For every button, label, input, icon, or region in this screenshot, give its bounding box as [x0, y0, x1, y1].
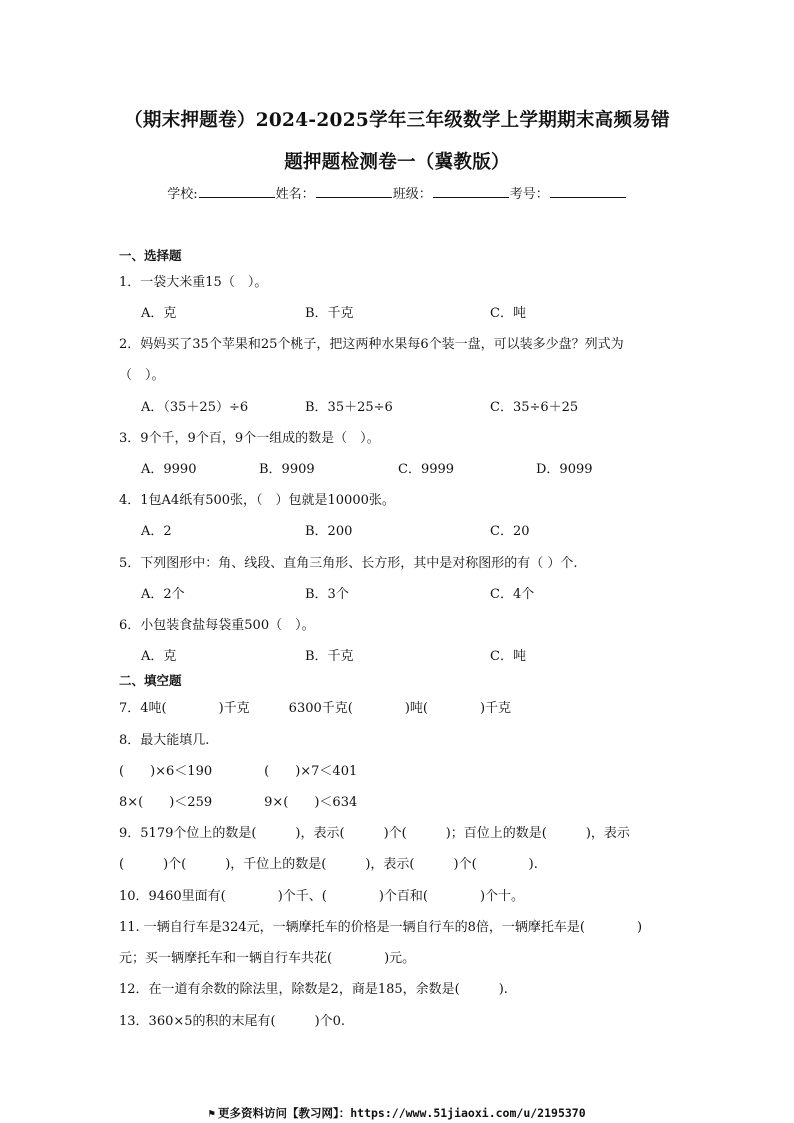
student-info-row	[0, 183, 794, 202]
question-2: 2．妈妈买了35个苹果和25个桃子，把这两种水果每6个装一盘，可以装多少盘？列式为	[119, 337, 624, 352]
q6-option-b: B．千克	[305, 649, 354, 664]
q4-option-a: A．2	[141, 524, 172, 539]
question-5: 5．下列图形中：角、线段、直角三角形、长方形，其中是对称图形的有（ ）个.	[119, 556, 578, 571]
q4-option-b: B．200	[305, 524, 353, 539]
q1-option-b: B．千克	[305, 306, 354, 321]
section-heading-choice: 一、选择题	[119, 248, 182, 263]
q5-option-b: B．3个	[305, 587, 349, 602]
question-11-continued: 元；买一辆摩托车和一辆自行车共花( )元。	[119, 951, 416, 966]
question-6: 6．小包装食盐每袋重500（ ）。	[119, 618, 315, 633]
school-label: 学校:	[167, 187, 198, 202]
q5-option-a: A．2个	[141, 587, 185, 602]
q2-option-a: A．（35＋25）÷6	[141, 400, 249, 415]
question-12: 12．在一道有余数的除法里，除数是2，商是185，余数是( ).	[119, 982, 508, 997]
question-3: 3．9个千，9个百，9个一组成的数是（ ）。	[119, 431, 380, 446]
question-4: 4．1包A4纸有500张，（ ）包就是10000张。	[119, 493, 395, 508]
q1-option-c: C．吨	[490, 306, 526, 321]
q6-option-a: A．克	[141, 649, 177, 664]
q5-option-c: C．4个	[490, 587, 535, 602]
question-11: 11. 一辆自行车是324元，一辆摩托车的价格是一辆自行车的8倍，一辆摩托车是( )	[119, 920, 643, 935]
class-blank[interactable]	[433, 186, 509, 198]
exam-title-line-2: 题押题检测卷一（冀教版）	[284, 152, 510, 173]
question-7: 7．4吨( )千克 6300千克( )吨( )千克	[119, 701, 512, 716]
q3-option-c: C．9999	[398, 462, 455, 477]
q6-option-c: C．吨	[490, 649, 526, 664]
question-9-continued: ( )个( )，千位上的数是( )，表示( )个( ).	[119, 857, 538, 872]
exam-number-blank[interactable]	[550, 186, 626, 198]
q4-option-c: C．20	[490, 524, 530, 539]
q2-option-b: B．35＋25÷6	[305, 400, 393, 415]
name-label: 姓名：	[275, 187, 315, 202]
flag-icon: ⚑	[208, 1107, 215, 1120]
question-10: 10．9460里面有( )个千、( )个百和( )个十。	[119, 889, 525, 904]
footer	[0, 1105, 794, 1121]
question-8: 8．最大能填几.	[119, 733, 210, 748]
q2-option-c: C．35÷6＋25	[490, 400, 579, 415]
q3-option-b: B．9909	[259, 462, 315, 477]
school-blank[interactable]	[199, 186, 275, 198]
question-13: 13．360×5的积的末尾有( )个0.	[119, 1014, 346, 1029]
section-heading-fill-blank: 二、填空题	[119, 673, 182, 688]
question-9: 9．5179个位上的数是( )，表示( )个( )；百位上的数是( )，表示	[119, 826, 630, 841]
question-8-row-2: 8×( )＜259 9×( )＜634	[119, 795, 358, 810]
question-1: 1．一袋大米重15（ ）。	[119, 275, 268, 290]
name-blank[interactable]	[316, 186, 392, 198]
exam-number-label: 考号：	[509, 187, 549, 202]
q3-option-a: A．9990	[141, 462, 197, 477]
q3-option-d: D．9099	[536, 462, 593, 477]
question-8-row-1: ( )×6＜190 ( )×7＜401	[119, 764, 358, 779]
q1-option-a: A．克	[141, 306, 177, 321]
footer-link[interactable]: 更多资料访问【教习网】：https://www.51jiaoxi.com/u/2195370	[217, 1106, 586, 1120]
question-2-continued: （ ）。	[119, 368, 165, 383]
class-label: 班级：	[392, 187, 432, 202]
exam-title-line-1: （期末押题卷）2024-2025学年三年级数学上学期期末高频易错	[124, 110, 670, 131]
